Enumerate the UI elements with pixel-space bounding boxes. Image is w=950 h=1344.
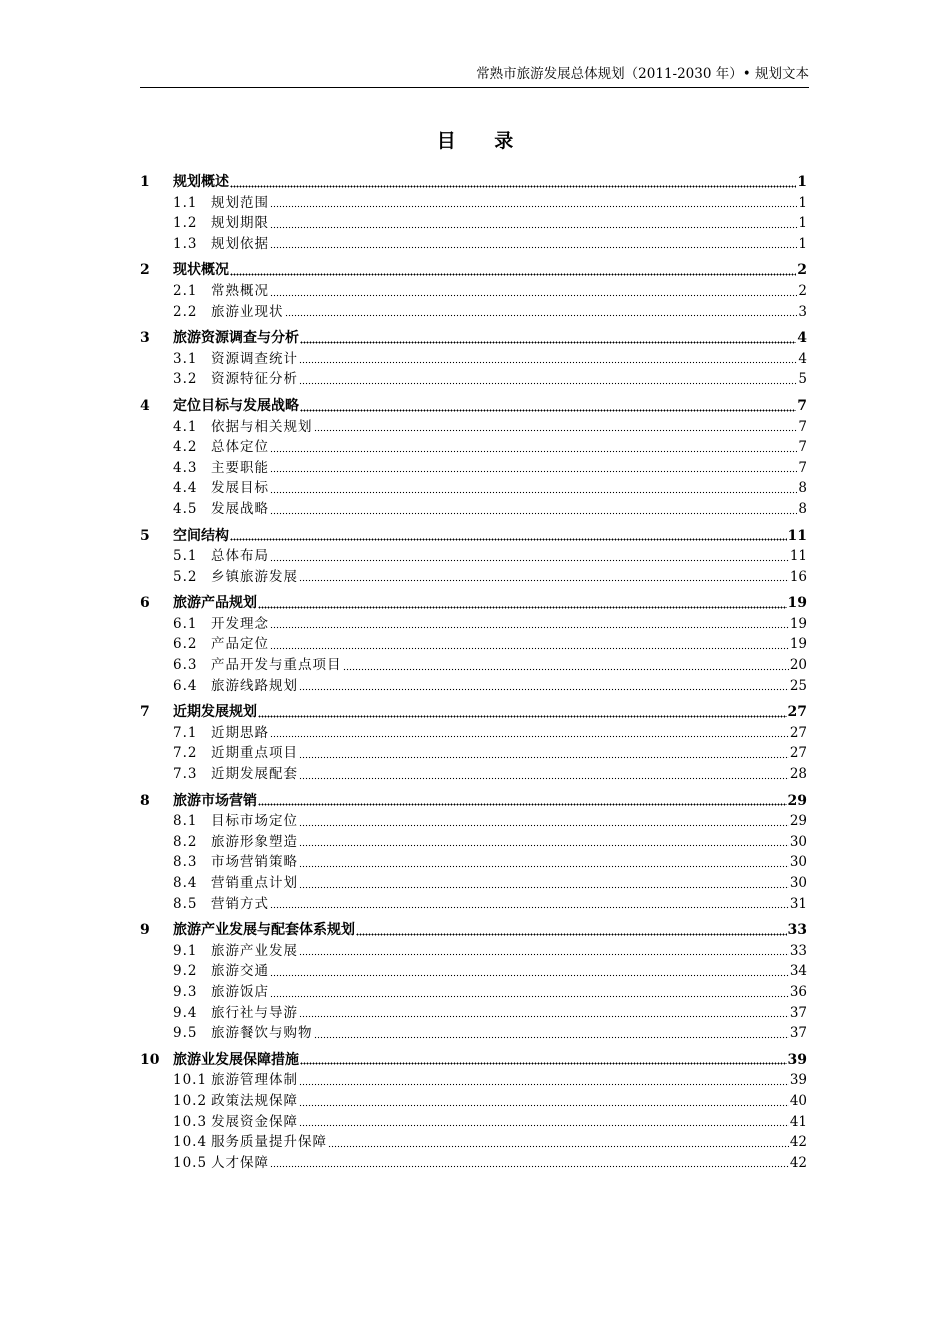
dot-leader	[299, 749, 789, 759]
dot-leader	[230, 178, 796, 188]
toc-chapter-entry[interactable]	[140, 396, 807, 417]
subsection-title: 产品定位	[211, 636, 269, 653]
subsection-page-number: 36	[789, 983, 807, 1000]
toc-subsection-entry[interactable]	[140, 634, 807, 655]
toc-subsection-entry[interactable]	[140, 982, 807, 1003]
subsection-title: 旅游管理体制	[211, 1072, 299, 1089]
subsection-page-number: 25	[789, 677, 807, 694]
dot-leader	[270, 219, 797, 229]
subsection-page-number: 42	[789, 1154, 807, 1171]
subsection-page-number: 31	[789, 895, 807, 912]
subsection-number: 4.1	[173, 418, 198, 435]
toc-subsection-entry[interactable]	[140, 1132, 807, 1153]
chapter-page-number: 1	[797, 174, 807, 190]
toc-subsection-entry[interactable]	[140, 437, 807, 458]
subsection-title: 营销方式	[211, 895, 269, 912]
toc-subsection-entry[interactable]	[140, 349, 807, 370]
chapter-page-number: 7	[797, 397, 807, 414]
subsection-page-number: 30	[789, 833, 807, 850]
subsection-title: 政策法规保障	[211, 1092, 299, 1109]
toc-title: 目 录	[436, 130, 530, 152]
toc-subsection-entry[interactable]	[140, 281, 807, 302]
dot-leader	[270, 1158, 789, 1168]
subsection-title: 旅游饭店	[211, 983, 269, 1000]
chapter-title: 空间结构	[173, 527, 229, 544]
toc-subsection-entry[interactable]	[140, 961, 807, 982]
subsection-page-number: 41	[789, 1113, 807, 1130]
subsection-number: 10.5	[173, 1154, 208, 1171]
subsection-number: 2.1	[173, 282, 198, 299]
subsection-number: 8.4	[173, 875, 198, 891]
subsection-page-number: 34	[789, 963, 807, 980]
dot-leader	[270, 899, 789, 909]
chapter-page-number: 39	[787, 1051, 807, 1068]
dot-leader	[299, 375, 797, 385]
subsection-number: 9.4	[173, 1004, 198, 1021]
toc-subsection-entry[interactable]	[140, 546, 807, 567]
subsection-page-number: 8	[798, 480, 807, 497]
toc-chapter-entry[interactable]	[140, 172, 807, 193]
chapter-page-number: 11	[787, 527, 807, 544]
toc-chapter-entry[interactable]	[140, 791, 807, 812]
toc-chapter-entry[interactable]	[140, 260, 807, 281]
toc-subsection-entry[interactable]	[140, 302, 807, 323]
chapter-number: 3	[140, 330, 150, 347]
toc-subsection-entry[interactable]	[140, 873, 807, 894]
dot-leader	[299, 1076, 789, 1086]
subsection-page-number: 1	[798, 215, 807, 232]
subsection-number: 9.2	[173, 963, 198, 980]
subsection-title: 常熟概况	[211, 282, 269, 299]
chapter-page-number: 19	[787, 595, 807, 612]
subsection-title: 规划范围	[211, 194, 269, 211]
chapter-page-number: 29	[787, 792, 807, 809]
dot-leader	[270, 640, 789, 650]
toc-subsection-entry[interactable]	[140, 764, 807, 785]
dot-leader	[300, 1055, 787, 1065]
dot-leader	[299, 354, 797, 364]
dot-leader	[328, 1138, 789, 1148]
subsection-number: 9.1	[173, 942, 198, 959]
table-of-contents	[140, 172, 807, 1179]
subsection-number: 1.1	[173, 194, 198, 211]
toc-subsection-entry[interactable]	[140, 655, 807, 676]
subsection-page-number: 27	[789, 745, 807, 762]
subsection-number: 10.3	[173, 1113, 208, 1130]
subsection-number: 8.2	[173, 833, 198, 850]
subsection-title: 资源调查统计	[211, 350, 298, 367]
chapter-number: 4	[140, 397, 150, 414]
subsection-page-number: 39	[789, 1072, 807, 1089]
dot-leader	[270, 619, 789, 629]
chapter-number: 10	[140, 1051, 160, 1068]
chapter-number: 6	[140, 595, 150, 612]
chapter-page-number: 4	[797, 330, 807, 347]
chapter-title: 旅游产业发展与配套体系规划	[173, 922, 355, 939]
subsection-page-number: 37	[789, 1004, 807, 1021]
subsection-title: 服务质量提升保障	[211, 1134, 328, 1151]
subsection-number: 3.1	[173, 350, 198, 367]
dot-leader	[258, 599, 787, 609]
dot-leader	[270, 239, 797, 249]
dot-leader	[270, 967, 789, 977]
dot-leader	[314, 422, 798, 432]
subsection-page-number: 33	[789, 942, 807, 959]
subsection-title: 发展目标	[211, 480, 269, 497]
subsection-title: 旅游形象塑造	[211, 833, 298, 850]
chapter-number: 2	[140, 262, 150, 279]
subsection-number: 10.2	[173, 1092, 208, 1109]
toc-subsection-entry[interactable]	[140, 369, 807, 390]
toc-subsection-entry[interactable]	[140, 1091, 807, 1112]
dot-leader	[270, 728, 789, 738]
subsection-page-number: 4	[798, 350, 807, 367]
toc-subsection-entry[interactable]	[140, 213, 807, 234]
subsection-title: 总体定位	[211, 439, 269, 456]
subsection-number: 8.3	[173, 854, 198, 871]
subsection-page-number: 19	[789, 615, 807, 632]
subsection-title: 市场营销策略	[211, 854, 298, 871]
chapter-page-number: 33	[787, 922, 807, 939]
dot-leader	[300, 334, 796, 344]
subsection-number: 4.4	[173, 480, 198, 497]
subsection-number: 4.5	[173, 500, 198, 517]
toc-section	[140, 593, 807, 696]
toc-subsection-entry[interactable]	[140, 852, 807, 873]
dot-leader	[299, 1097, 789, 1107]
subsection-title: 乡镇旅游发展	[211, 568, 298, 585]
toc-subsection-entry[interactable]	[140, 676, 807, 697]
subsection-page-number: 40	[789, 1092, 807, 1109]
subsection-title: 发展资金保障	[211, 1113, 299, 1130]
subsection-title: 旅游交通	[211, 963, 269, 980]
subsection-number: 10.4	[173, 1134, 208, 1151]
subsection-page-number: 27	[789, 724, 807, 741]
chapter-page-number: 2	[797, 262, 807, 279]
dot-leader	[285, 307, 798, 317]
subsection-page-number: 1	[798, 235, 807, 252]
chapter-title: 旅游产品规划	[173, 595, 257, 612]
dot-leader	[299, 858, 789, 868]
subsection-number: 7.1	[173, 724, 198, 741]
dot-leader	[314, 1029, 789, 1039]
subsection-title: 旅游餐饮与购物	[211, 1025, 313, 1042]
subsection-title: 总体布局	[211, 548, 269, 565]
subsection-title: 依据与相关规划	[211, 418, 313, 435]
toc-chapter-entry[interactable]	[140, 526, 807, 547]
subsection-title: 近期发展配套	[211, 766, 298, 783]
dot-leader	[299, 572, 789, 582]
subsection-title: 主要职能	[211, 459, 269, 476]
subsection-title: 旅游线路规划	[211, 677, 298, 694]
subsection-number: 9.5	[173, 1025, 198, 1042]
subsection-title: 产品开发与重点项目	[211, 657, 342, 674]
chapter-page-number: 27	[787, 704, 807, 721]
subsection-title: 资源特征分析	[211, 371, 298, 388]
dot-leader	[270, 198, 797, 208]
toc-chapter-entry[interactable]	[140, 328, 807, 349]
subsection-number: 6.4	[173, 677, 198, 694]
subsection-number: 1.2	[173, 215, 198, 232]
page-header: 常熟市旅游发展总体规划（2011-2030 年）• 规划文本	[476, 66, 809, 82]
chapter-title: 近期发展规划	[173, 704, 257, 721]
dot-leader	[258, 708, 787, 718]
dot-leader	[299, 837, 789, 847]
toc-subsection-entry[interactable]	[140, 832, 807, 853]
subsection-number: 8.5	[173, 895, 198, 912]
chapter-title: 旅游业发展保障措施	[173, 1051, 299, 1068]
dot-leader	[270, 287, 797, 297]
subsection-title: 目标市场定位	[211, 813, 298, 830]
toc-subsection-entry[interactable]	[140, 614, 807, 635]
subsection-title: 规划依据	[211, 235, 269, 252]
subsection-number: 6.2	[173, 636, 198, 653]
subsection-title: 近期思路	[211, 724, 269, 741]
subsection-title: 开发理念	[211, 615, 269, 632]
chapter-title: 规划概述	[173, 174, 229, 190]
dot-leader	[270, 484, 797, 494]
toc-subsection-entry[interactable]	[140, 1003, 807, 1024]
toc-section	[140, 1050, 807, 1174]
subsection-page-number: 1	[798, 194, 807, 211]
subsection-page-number: 3	[798, 303, 807, 320]
toc-subsection-entry[interactable]	[140, 1070, 807, 1091]
subsection-number: 5.2	[173, 568, 198, 585]
toc-section	[140, 702, 807, 784]
subsection-number: 3.2	[173, 371, 198, 388]
subsection-number: 4.2	[173, 439, 198, 456]
subsection-page-number: 8	[798, 500, 807, 517]
dot-leader	[299, 770, 789, 780]
toc-section	[140, 526, 807, 588]
chapter-number: 8	[140, 792, 150, 809]
subsection-title: 近期重点项目	[211, 745, 298, 762]
chapter-number: 1	[140, 174, 150, 190]
dot-leader	[230, 531, 787, 541]
chapter-title: 现状概况	[173, 262, 229, 279]
dot-leader	[300, 402, 796, 412]
dot-leader	[258, 796, 787, 806]
toc-section	[140, 172, 807, 254]
subsection-title: 旅游业现状	[211, 303, 284, 320]
chapter-title: 定位目标与发展战略	[173, 397, 299, 414]
toc-subsection-entry[interactable]	[140, 234, 807, 255]
toc-subsection-entry[interactable]	[140, 723, 807, 744]
toc-subsection-entry[interactable]	[140, 743, 807, 764]
subsection-title: 规划期限	[211, 215, 269, 232]
subsection-number: 1.3	[173, 235, 198, 252]
toc-section	[140, 260, 807, 322]
subsection-page-number: 7	[798, 418, 807, 435]
subsection-number: 5.1	[173, 548, 198, 565]
subsection-page-number: 7	[798, 439, 807, 456]
toc-chapter-entry[interactable]	[140, 1050, 807, 1071]
toc-section	[140, 396, 807, 520]
subsection-title: 旅行社与导游	[211, 1004, 298, 1021]
dot-leader	[270, 463, 797, 473]
subsection-number: 8.1	[173, 813, 198, 830]
toc-subsection-entry[interactable]	[140, 417, 807, 438]
subsection-number: 9.3	[173, 983, 198, 1000]
subsection-page-number: 30	[789, 875, 807, 891]
dot-leader	[299, 817, 789, 827]
subsection-page-number: 5	[798, 371, 807, 388]
toc-subsection-entry[interactable]	[140, 567, 807, 588]
subsection-page-number: 28	[789, 766, 807, 783]
toc-subsection-entry[interactable]	[140, 193, 807, 214]
toc-subsection-entry[interactable]	[140, 894, 807, 915]
toc-chapter-entry[interactable]	[140, 702, 807, 723]
toc-subsection-entry[interactable]	[140, 941, 807, 962]
subsection-number: 4.3	[173, 459, 198, 476]
subsection-page-number: 16	[789, 568, 807, 585]
dot-leader	[299, 1008, 789, 1018]
toc-subsection-entry[interactable]	[140, 811, 807, 832]
dot-leader	[270, 988, 789, 998]
subsection-page-number: 29	[789, 813, 807, 830]
toc-subsection-entry[interactable]	[140, 499, 807, 520]
dot-leader	[270, 552, 789, 562]
toc-subsection-entry[interactable]	[140, 1112, 807, 1133]
subsection-page-number: 11	[789, 548, 807, 565]
toc-subsection-entry[interactable]	[140, 1023, 807, 1044]
toc-chapter-entry[interactable]	[140, 920, 807, 941]
subsection-title: 人才保障	[211, 1154, 270, 1171]
subsection-number: 6.1	[173, 615, 198, 632]
toc-section	[140, 920, 807, 1044]
subsection-number: 2.2	[173, 303, 198, 320]
toc-section	[140, 328, 807, 390]
subsection-number: 10.1	[173, 1072, 208, 1089]
subsection-page-number: 7	[798, 459, 807, 476]
dot-leader	[270, 505, 797, 515]
dot-leader	[270, 443, 797, 453]
subsection-title: 旅游产业发展	[211, 942, 298, 959]
chapter-title: 旅游资源调查与分析	[173, 330, 299, 347]
subsection-number: 7.3	[173, 766, 198, 783]
dot-leader	[356, 926, 787, 936]
toc-subsection-entry[interactable]	[140, 1153, 807, 1174]
chapter-title: 旅游市场营销	[173, 792, 257, 809]
dot-leader	[299, 1117, 789, 1127]
chapter-number: 5	[140, 527, 150, 544]
dot-leader	[230, 266, 796, 276]
subsection-page-number: 37	[789, 1025, 807, 1042]
subsection-number: 6.3	[173, 657, 198, 674]
subsection-title: 发展战略	[211, 500, 269, 517]
chapter-number: 9	[140, 922, 150, 939]
chapter-number: 7	[140, 704, 150, 721]
subsection-page-number: 42	[789, 1134, 807, 1151]
dot-leader	[299, 946, 789, 956]
subsection-page-number: 2	[798, 282, 807, 299]
subsection-page-number: 20	[789, 657, 807, 674]
subsection-page-number: 30	[789, 854, 807, 871]
dot-leader	[343, 661, 789, 671]
toc-subsection-entry[interactable]	[140, 478, 807, 499]
dot-leader	[299, 681, 789, 691]
toc-subsection-entry[interactable]	[140, 458, 807, 479]
dot-leader	[299, 879, 789, 889]
header-divider	[140, 87, 809, 88]
toc-section	[140, 791, 807, 915]
subsection-title: 营销重点计划	[211, 875, 298, 891]
toc-chapter-entry[interactable]	[140, 593, 807, 614]
subsection-number: 7.2	[173, 745, 198, 762]
subsection-page-number: 19	[789, 636, 807, 653]
